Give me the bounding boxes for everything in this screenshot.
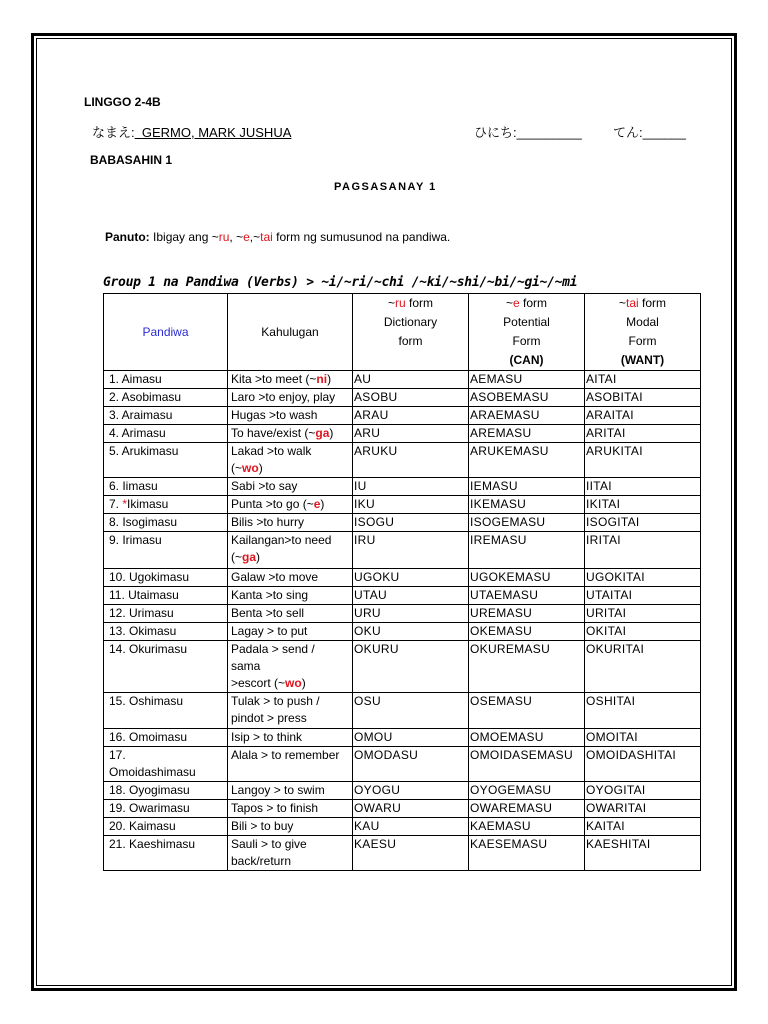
header-line: Modal <box>626 315 659 329</box>
verb-name: 6. Iimasu <box>109 479 158 493</box>
e-form-cell: ISOGEMASU <box>469 514 585 532</box>
ru-form-cell: KAU <box>353 818 469 836</box>
tai-form-cell: IRITAI <box>585 532 701 569</box>
meaning-cell <box>228 836 353 871</box>
header-line: Potential <box>503 315 550 329</box>
separator: , ~ <box>229 230 244 244</box>
ru-form-cell: URU <box>353 605 469 623</box>
table-row <box>104 729 701 747</box>
verb-name: 20. Kaimasu <box>109 819 176 833</box>
header-line: Form <box>628 334 657 348</box>
header-line: Form <box>512 334 541 348</box>
e-form-cell: UTAEMASU <box>469 587 585 605</box>
table-row <box>104 371 701 389</box>
meaning-text: Kita >to meet (~ <box>231 372 317 386</box>
table-row <box>104 496 701 514</box>
ru-form-cell: OKURU <box>353 641 469 693</box>
ru-form-cell: ARU <box>353 425 469 443</box>
e-form-cell: ASOBEMASU <box>469 389 585 407</box>
e-form-cell: UREMASU <box>469 605 585 623</box>
instructions-text-end: form ng sumusunod na pandiwa. <box>272 230 451 244</box>
tai-form-cell: ARITAI <box>585 425 701 443</box>
meaning-close: ) <box>258 461 263 475</box>
tai-form-cell: OKURITAI <box>585 641 701 693</box>
verb-cell <box>104 782 228 800</box>
verb-name: 2. Asobimasu <box>109 390 182 404</box>
verb-name: 14. Okurimasu <box>109 642 188 656</box>
ru-form-cell: OKU <box>353 623 469 641</box>
verb-cell <box>104 836 228 871</box>
e-form-cell: IEMASU <box>469 478 585 496</box>
verb-name: 1. Aimasu <box>109 372 162 386</box>
meaning-text: Punta >to go (~ <box>231 497 314 511</box>
verb-name: 13. Okimasu <box>109 624 177 638</box>
meaning-cell <box>228 496 353 514</box>
tai-form-cell: ARUKITAI <box>585 443 701 478</box>
table-row <box>104 818 701 836</box>
ru-form-cell: IU <box>353 478 469 496</box>
meaning-cell <box>228 514 353 532</box>
separator: ,~ <box>249 230 261 244</box>
meaning-text: Sabi >to say <box>231 479 298 493</box>
date-line <box>474 122 582 141</box>
verb-name: 12. Urimasu <box>109 606 174 620</box>
instructions-text: Ibigay ang <box>153 230 212 244</box>
verb-name-cont: Omoidashimasu <box>109 765 196 779</box>
meaning-cell <box>228 729 353 747</box>
tai-form-cell: OKITAI <box>585 623 701 641</box>
verb-name: 16. Omoimasu <box>109 730 188 744</box>
tai-form-cell: KAITAI <box>585 818 701 836</box>
meaning-text: Padala > send / <box>231 642 315 656</box>
particle: ni <box>316 372 328 386</box>
verb-name: 4. Arimasu <box>109 426 166 440</box>
e-form-cell: KAESEMASU <box>469 836 585 871</box>
table-row <box>104 532 701 569</box>
meaning-text: Alala > to remember <box>231 748 340 762</box>
meaning-cell <box>228 425 353 443</box>
tai-form-cell: IKITAI <box>585 496 701 514</box>
verb-name: Ikimasu <box>127 497 169 511</box>
verb-name: 11. Utaimasu <box>109 588 179 602</box>
tai-form-cell: URITAI <box>585 605 701 623</box>
meaning-close: ) <box>301 676 306 690</box>
ru-form-cell: AU <box>353 371 469 389</box>
e-form-cell: ARUKEMASU <box>469 443 585 478</box>
e-form-cell: OKUREMASU <box>469 641 585 693</box>
particle: wo <box>285 676 302 690</box>
meaning-text: Benta >to sell <box>231 606 305 620</box>
verb-cell <box>104 371 228 389</box>
meaning-text: Tapos > to finish <box>231 801 319 815</box>
verb-cell <box>104 407 228 425</box>
meaning-text: Hugas >to wash <box>231 408 318 422</box>
tai-form-cell: KAESHITAI <box>585 836 701 871</box>
tai-form-cell: IITAI <box>585 478 701 496</box>
particle: ga <box>242 550 257 564</box>
meaning-text: pindot > press <box>231 711 307 725</box>
ru-form-cell: OMODASU <box>353 747 469 782</box>
meaning-cell <box>228 478 353 496</box>
instructions-label: Panuto: <box>105 230 150 244</box>
ru-marker: ru <box>395 296 406 310</box>
meaning-text: sama <box>231 659 261 673</box>
e-form-cell: ARAEMASU <box>469 407 585 425</box>
tai-marker: tai <box>625 296 639 310</box>
table-header-row <box>104 294 701 371</box>
table-row <box>104 836 701 871</box>
score-line <box>613 122 686 141</box>
verb-name: 18. Oyogimasu <box>109 783 190 797</box>
form-text: form <box>405 296 434 310</box>
e-form-cell: OSEMASU <box>469 693 585 729</box>
e-form-cell: IREMASU <box>469 532 585 569</box>
table-row <box>104 587 701 605</box>
table-row <box>104 605 701 623</box>
e-form-cell: AREMASU <box>469 425 585 443</box>
ru-form-cell: ISOGU <box>353 514 469 532</box>
verb-name: 19. Owarimasu <box>109 801 190 815</box>
tilde: ~ <box>211 230 219 244</box>
verb-name: 9. Irimasu <box>109 533 162 547</box>
ru-form-cell: OWARU <box>353 800 469 818</box>
e-form-cell: OKEMASU <box>469 623 585 641</box>
e-form-cell: OWAREMASU <box>469 800 585 818</box>
meaning-text: (~ <box>231 461 243 475</box>
ru-form-cell: IKU <box>353 496 469 514</box>
e-form-cell: OMOIDASEMASU <box>469 747 585 782</box>
verb-name: 5. Arukimasu <box>109 444 179 458</box>
tai-marker: tai <box>260 230 273 244</box>
meaning-cell <box>228 605 353 623</box>
ru-form-cell: OMOU <box>353 729 469 747</box>
group-heading: Group 1 na Pandiwa (Verbs) > ~i/~ri/~chi /~ki/~shi/~bi/~gi~/~mi <box>103 275 578 290</box>
meaning-text: Galaw >to move <box>231 570 319 584</box>
meaning-close: ) <box>256 550 261 564</box>
week-label: LINGGO 2-4B <box>84 95 161 109</box>
ru-form-cell: ARAU <box>353 407 469 425</box>
table-row <box>104 747 701 782</box>
col-header-pandiwa: Pandiwa <box>104 294 228 371</box>
ru-form-cell: UTAU <box>353 587 469 605</box>
verb-name: 15. Oshimasu <box>109 694 184 708</box>
meaning-text: Bilis >to hurry <box>231 515 305 529</box>
form-text: form <box>519 296 548 310</box>
e-marker: e <box>243 230 250 244</box>
meaning-close: ) <box>327 372 332 386</box>
name-value: GERMO, MARK JUSHUA <box>141 125 292 140</box>
meaning-cell <box>228 800 353 818</box>
e-form-cell: IKEMASU <box>469 496 585 514</box>
meaning-close: ) <box>320 497 325 511</box>
meaning-cell <box>228 623 353 641</box>
verb-cell <box>104 389 228 407</box>
meaning-cell <box>228 389 353 407</box>
verb-cell <box>104 443 228 478</box>
verb-name: 8. Isogimasu <box>109 515 178 529</box>
meaning-text: To have/exist (~ <box>231 426 316 440</box>
meaning-cell <box>228 532 353 569</box>
meaning-text: Langoy > to swim <box>231 783 325 797</box>
ru-form-cell: KAESU <box>353 836 469 871</box>
meaning-cell <box>228 407 353 425</box>
reading-label: BABASAHIN 1 <box>90 153 173 167</box>
tai-form-cell: OMOITAI <box>585 729 701 747</box>
table-row <box>104 478 701 496</box>
verb-cell <box>104 693 228 729</box>
verb-cell <box>104 425 228 443</box>
ru-form-cell: OSU <box>353 693 469 729</box>
verb-cell <box>104 641 228 693</box>
form-text: form <box>638 296 667 310</box>
verb-number: 7. <box>109 497 123 511</box>
verb-cell <box>104 623 228 641</box>
date-label: ひにち: <box>474 125 517 140</box>
particle: e <box>313 497 321 511</box>
e-marker: e <box>512 296 520 310</box>
header-line: Dictionary <box>383 315 438 329</box>
tai-form-cell: OMOIDASHITAI <box>585 747 701 782</box>
meaning-cell <box>228 818 353 836</box>
table-row <box>104 407 701 425</box>
name-field <box>135 125 465 140</box>
ru-form-cell: OYOGU <box>353 782 469 800</box>
col-header-ru-form <box>353 294 469 371</box>
meaning-text: Isip > to think <box>231 730 303 744</box>
verb-name: 3. Araimasu <box>109 408 173 422</box>
verb-cell <box>104 496 228 514</box>
name-label: なまえ: <box>92 125 135 140</box>
tai-form-cell: UTAITAI <box>585 587 701 605</box>
header-line: form <box>398 334 423 348</box>
ru-form-cell: ARUKU <box>353 443 469 478</box>
verb-cell <box>104 514 228 532</box>
verb-name: 17. <box>109 748 126 762</box>
particle: wo <box>242 461 259 475</box>
table-row <box>104 623 701 641</box>
verb-name: 21. Kaeshimasu <box>109 837 196 851</box>
col-header-kahulugan: Kahulugan <box>228 294 353 371</box>
tilde: ~ <box>618 296 626 310</box>
tai-form-cell: OYOGITAI <box>585 782 701 800</box>
tilde: ~ <box>387 296 395 310</box>
ru-marker: ru <box>218 230 230 244</box>
verb-cell <box>104 587 228 605</box>
meaning-cell <box>228 569 353 587</box>
verb-cell <box>104 729 228 747</box>
verb-cell <box>104 818 228 836</box>
meaning-text: Sauli > to give <box>231 837 307 851</box>
verb-cell <box>104 532 228 569</box>
table-row <box>104 514 701 532</box>
meaning-cell <box>228 641 353 693</box>
date-blank: _________ <box>516 125 582 140</box>
name-line <box>92 122 465 141</box>
verb-table <box>103 293 701 871</box>
tilde: ~ <box>505 296 513 310</box>
meaning-text: (~ <box>231 550 243 564</box>
tai-form-cell: ARAITAI <box>585 407 701 425</box>
meaning-text: >escort (~ <box>231 676 286 690</box>
particle: ga <box>315 426 330 440</box>
verb-cell <box>104 800 228 818</box>
meaning-text: Lakad >to walk <box>231 444 312 458</box>
meaning-text: Tulak > to push / <box>231 694 320 708</box>
table-row <box>104 569 701 587</box>
star-marker: * <box>122 497 128 511</box>
meaning-text: Kanta >to sing <box>231 588 309 602</box>
meaning-cell <box>228 587 353 605</box>
e-form-cell: UGOKEMASU <box>469 569 585 587</box>
tai-form-cell: ASOBITAI <box>585 389 701 407</box>
meaning-cell <box>228 443 353 478</box>
meaning-cell <box>228 747 353 782</box>
tai-form-cell: ISOGITAI <box>585 514 701 532</box>
col-header-tai-form <box>585 294 701 371</box>
ru-form-cell: ASOBU <box>353 389 469 407</box>
table-row <box>104 693 701 729</box>
verb-name: 10. Ugokimasu <box>109 570 190 584</box>
meaning-text: Bili > to buy <box>231 819 294 833</box>
e-form-cell: OMOEMASU <box>469 729 585 747</box>
meaning-close: ) <box>329 426 334 440</box>
header-line: (WANT) <box>620 353 665 367</box>
meaning-text: Kailangan>to need <box>231 533 332 547</box>
col-header-e-form <box>469 294 585 371</box>
tai-form-cell: OWARITAI <box>585 800 701 818</box>
score-label: てん: <box>613 125 643 140</box>
meaning-cell <box>228 371 353 389</box>
ru-form-cell: UGOKU <box>353 569 469 587</box>
ru-form-cell: IRU <box>353 532 469 569</box>
table-row <box>104 425 701 443</box>
meaning-text: back/return <box>231 854 292 868</box>
verb-cell <box>104 605 228 623</box>
e-form-cell: OYOGEMASU <box>469 782 585 800</box>
verb-cell <box>104 569 228 587</box>
e-form-cell: AEMASU <box>469 371 585 389</box>
table-row <box>104 389 701 407</box>
meaning-text: Lagay > to put <box>231 624 308 638</box>
instructions <box>105 230 450 244</box>
tai-form-cell: UGOKITAI <box>585 569 701 587</box>
meaning-cell <box>228 782 353 800</box>
table-row <box>104 800 701 818</box>
verb-cell <box>104 747 228 782</box>
table-row <box>104 641 701 693</box>
exercise-title: PAGSASANAY 1 <box>334 181 437 193</box>
tai-form-cell: OSHITAI <box>585 693 701 729</box>
tai-form-cell: AITAI <box>585 371 701 389</box>
table-row <box>104 782 701 800</box>
meaning-text: Laro >to enjoy, play <box>231 390 336 404</box>
verb-cell <box>104 478 228 496</box>
table-row <box>104 443 701 478</box>
header-line: (CAN) <box>509 353 544 367</box>
meaning-cell <box>228 693 353 729</box>
e-form-cell: KAEMASU <box>469 818 585 836</box>
score-blank: ______ <box>642 125 687 140</box>
